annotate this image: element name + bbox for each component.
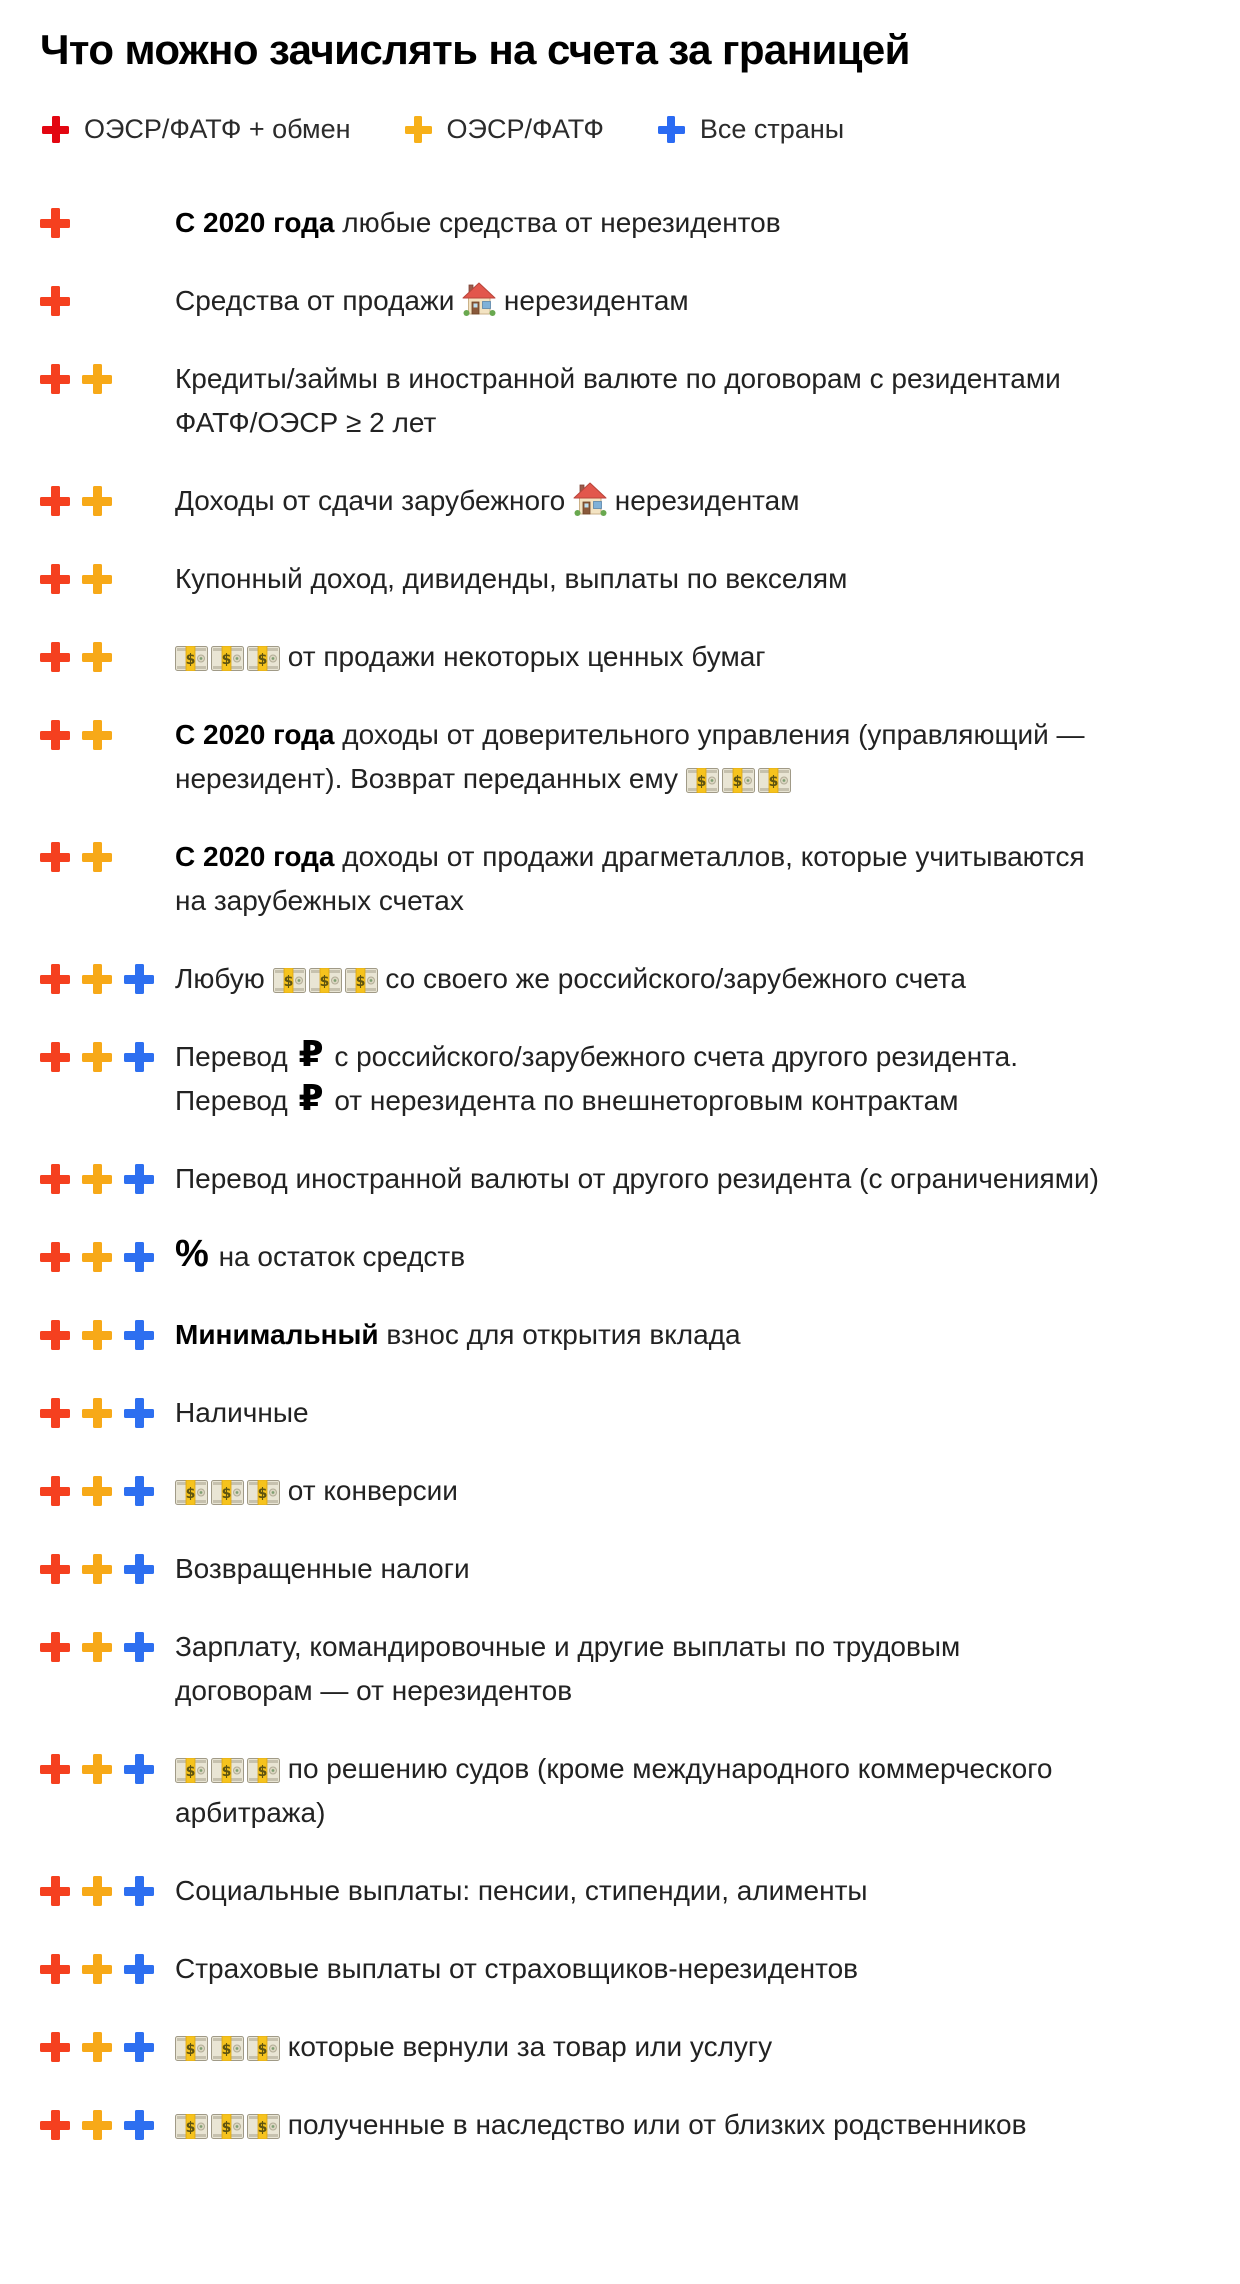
item-marks (40, 1947, 175, 1984)
svg-text:$: $ (257, 652, 268, 668)
item-text-segment: Наличные (175, 1397, 309, 1428)
plus-icon-red (40, 2032, 70, 2062)
svg-text:$: $ (185, 1764, 196, 1780)
plus-icon-blue (124, 1242, 154, 1272)
item-marks (40, 835, 175, 872)
plus-icon-red (40, 1320, 70, 1350)
item-text-segment: Перевод (175, 1041, 296, 1072)
page-title: Что можно зачислять на счета за границей (40, 26, 910, 73)
items-list (40, 201, 1200, 2147)
plus-icon-red (40, 642, 70, 672)
item-marks (40, 557, 175, 594)
plus-icon-yellow (82, 1754, 112, 1784)
plus-icon-blue (124, 1398, 154, 1428)
list-item (40, 1625, 1200, 1713)
svg-text:$: $ (185, 1486, 196, 1502)
plus-icon-red (40, 1164, 70, 1194)
plus-icon-red (40, 2110, 70, 2140)
plus-icon-blue (124, 1320, 154, 1350)
item-text-segment: Средства от продажи (175, 285, 463, 316)
item-text-segment: которые вернули за товар или услугу (280, 2031, 773, 2062)
svg-text:$: $ (221, 1486, 232, 1502)
list-item (40, 835, 1200, 923)
plus-icon-red (40, 364, 70, 394)
item-text-segment: нерезидентам (496, 285, 689, 316)
item-marks (40, 479, 175, 516)
item-text (175, 1313, 741, 1357)
list-item (40, 635, 1200, 679)
svg-text:$: $ (257, 2120, 268, 2136)
plus-icon-blue (658, 116, 685, 143)
plus-icon-yellow (82, 1042, 112, 1072)
plus-icon-blue (124, 2032, 154, 2062)
item-text (175, 557, 847, 601)
item-text-segment: Купонный доход, дивиденды, выплаты по векселям (175, 563, 848, 594)
item-text (175, 957, 966, 1001)
item-text-emphasis: ₽ (298, 1077, 324, 1118)
plus-icon-yellow (405, 116, 432, 143)
plus-icon-yellow (82, 364, 112, 394)
plus-icon-blue (124, 1876, 154, 1906)
plus-icon-red (40, 720, 70, 750)
legend-label: ОЭСР/ФАТФ (446, 114, 604, 144)
svg-text:$: $ (221, 1764, 232, 1780)
item-text-emphasis: ₽ (298, 1033, 324, 1074)
plus-icon-red (40, 964, 70, 994)
plus-icon-red (40, 208, 70, 238)
plus-icon-red (40, 1042, 70, 1072)
item-text (175, 2025, 772, 2069)
plus-icon-red (40, 564, 70, 594)
item-text-segment: Любую (175, 963, 273, 994)
house-emoji (573, 482, 607, 516)
plus-icon-blue (124, 1476, 154, 1506)
item-marks (40, 1391, 175, 1428)
svg-text:$: $ (732, 774, 743, 790)
plus-icon-red (40, 1476, 70, 1506)
item-text-segment: полученные в наследство или от близких родственников (280, 2109, 1027, 2140)
item-marks (40, 635, 175, 672)
item-marks (40, 713, 175, 750)
plus-icon-yellow (82, 1242, 112, 1272)
plus-icon-yellow (82, 720, 112, 750)
item-text-segment: нерезидентам (606, 485, 800, 516)
money-banknotes-emoji (686, 768, 791, 793)
item-text-segment: от нерезидента по внешнеторговым контрактам (326, 1085, 959, 1116)
item-text (175, 635, 765, 679)
item-text (175, 1869, 868, 1913)
item-text (175, 1157, 1099, 1201)
item-marks (40, 1869, 175, 1906)
plus-icon-yellow (82, 1632, 112, 1662)
plus-icon-red (40, 1632, 70, 1662)
svg-text:$: $ (283, 974, 293, 990)
money-banknotes-emoji (175, 2114, 280, 2139)
list-item (40, 713, 1200, 801)
money-banknotes-emoji (175, 646, 280, 671)
list-item (40, 357, 1200, 445)
item-text-segment: Перевод иностранной валюты от другого резидента (с ограничениями) (175, 1163, 1099, 1194)
item-text-segment: ФАТФ/ОЭСР ≥ 2 лет (175, 407, 437, 438)
item-text (175, 279, 689, 323)
legend-item (405, 114, 604, 145)
item-text (175, 1547, 470, 1591)
list-item (40, 1235, 1200, 1279)
item-text-segment: от продажи некоторых ценных бумаг (280, 641, 766, 672)
item-marks (40, 201, 175, 238)
list-item (40, 557, 1200, 601)
item-text-emphasis: С 2020 года (175, 207, 335, 238)
svg-text:$: $ (221, 652, 232, 668)
item-marks (40, 1235, 175, 1272)
list-item (40, 1869, 1200, 1913)
list-item (40, 201, 1200, 245)
list-item (40, 279, 1200, 323)
svg-text:$: $ (355, 974, 365, 990)
item-text (175, 1747, 1052, 1835)
list-item (40, 1547, 1200, 1591)
plus-icon-yellow (82, 2032, 112, 2062)
item-text-segment: договорам — от нерезидентов (175, 1675, 573, 1706)
svg-text:$: $ (257, 1764, 268, 1780)
item-marks (40, 957, 175, 994)
item-text-segment: доходы от продажи драгметаллов, которые учитываются (334, 841, 1085, 872)
item-marks (40, 1747, 175, 1784)
svg-text:$: $ (185, 2120, 196, 2136)
item-text (175, 835, 1085, 923)
plus-icon-yellow (82, 1476, 112, 1506)
item-text-emphasis: % (175, 1233, 209, 1275)
list-item (40, 957, 1200, 1001)
plus-icon-blue (124, 1632, 154, 1662)
legend-label: ОЭСР/ФАТФ + обмен (84, 114, 351, 144)
money-banknotes-emoji (175, 2036, 280, 2061)
item-text-segment: на остаток средств (210, 1241, 466, 1272)
item-text (175, 1391, 309, 1435)
list-item (40, 1469, 1200, 1513)
item-text-segment: со своего же российского/зарубежного счета (377, 963, 966, 994)
item-text (175, 1947, 858, 1991)
item-text-segment: любые средства от нерезидентов (334, 207, 781, 238)
item-text (175, 2103, 1026, 2147)
item-marks (40, 357, 175, 394)
svg-text:$: $ (696, 774, 707, 790)
item-text-segment: от конверсии (280, 1475, 458, 1506)
money-banknotes-emoji (175, 1480, 280, 1505)
item-text (175, 479, 800, 523)
plus-icon-yellow (82, 642, 112, 672)
item-text-emphasis: С 2020 года (175, 841, 335, 872)
svg-text:$: $ (768, 774, 779, 790)
svg-text:$: $ (221, 2042, 232, 2058)
plus-icon-blue (124, 1042, 154, 1072)
item-text-segment: доходы от доверительного управления (управляющий — (334, 719, 1085, 750)
item-text (175, 1469, 458, 1513)
plus-icon-blue (124, 1754, 154, 1784)
list-item (40, 1157, 1200, 1201)
plus-icon-red (40, 1242, 70, 1272)
plus-icon-yellow (82, 564, 112, 594)
house-emoji (462, 282, 496, 316)
plus-icon-red (40, 1554, 70, 1584)
plus-icon-yellow (82, 1320, 112, 1350)
item-text (175, 1235, 465, 1279)
plus-icon-yellow (82, 1876, 112, 1906)
list-item (40, 2103, 1200, 2147)
item-text-segment: нерезидент). Возврат переданных ему (175, 763, 686, 794)
item-text-segment: Перевод (175, 1085, 296, 1116)
plus-icon-red (40, 1398, 70, 1428)
svg-text:$: $ (319, 974, 329, 990)
item-marks (40, 1157, 175, 1194)
item-marks (40, 279, 175, 316)
item-marks (40, 1625, 175, 1662)
plus-icon-yellow (82, 486, 112, 516)
item-text (175, 357, 1061, 445)
item-text-segment: Социальные выплаты: пенсии, стипендии, алименты (175, 1875, 868, 1906)
plus-icon-blue (124, 1554, 154, 1584)
list-item (40, 1747, 1200, 1835)
plus-icon-red (42, 116, 69, 143)
plus-icon-yellow (82, 2110, 112, 2140)
item-text-emphasis: С 2020 года (175, 719, 335, 750)
plus-icon-yellow (82, 1164, 112, 1194)
plus-icon-red (40, 1754, 70, 1784)
item-marks (40, 2025, 175, 2062)
plus-icon-red (40, 842, 70, 872)
svg-text:$: $ (185, 652, 196, 668)
plus-icon-blue (124, 1164, 154, 1194)
money-banknotes-emoji (175, 1758, 280, 1783)
list-item (40, 1035, 1200, 1123)
item-marks (40, 1547, 175, 1584)
list-item (40, 1391, 1200, 1435)
item-text-emphasis: Минимальный (175, 1319, 379, 1350)
item-text-segment: арбитража) (175, 1797, 326, 1828)
item-text (175, 1035, 1018, 1123)
plus-icon-yellow (82, 1954, 112, 1984)
list-item (40, 479, 1200, 523)
plus-icon-red (40, 1954, 70, 1984)
item-text (175, 201, 781, 245)
item-text (175, 1625, 960, 1713)
legend-item (42, 114, 351, 145)
plus-icon-yellow (82, 964, 112, 994)
item-marks (40, 1035, 175, 1072)
plus-icon-yellow (82, 1554, 112, 1584)
item-text-segment: Доходы от сдачи зарубежного (175, 485, 573, 516)
item-text-segment: на зарубежных счетах (175, 885, 464, 916)
item-text-segment: по решению судов (кроме международного коммерческого (280, 1753, 1053, 1784)
plus-icon-yellow (82, 842, 112, 872)
item-text-segment: Кредиты/займы в иностранной валюте по договорам с резидентами (175, 363, 1061, 394)
item-text-segment: взнос для открытия вклада (378, 1319, 741, 1350)
legend (42, 114, 1200, 145)
svg-text:$: $ (257, 2042, 268, 2058)
item-marks (40, 2103, 175, 2140)
plus-icon-blue (124, 2110, 154, 2140)
item-marks (40, 1469, 175, 1506)
item-text (175, 713, 1085, 801)
legend-label: Все страны (699, 114, 845, 144)
item-text-segment: Возвращенные налоги (175, 1553, 470, 1584)
svg-text:$: $ (257, 1486, 268, 1502)
item-marks (40, 1313, 175, 1350)
item-text-segment: Страховые выплаты от страховщиков-нерезидентов (175, 1953, 859, 1984)
plus-icon-red (40, 286, 70, 316)
plus-icon-red (40, 486, 70, 516)
plus-icon-blue (124, 1954, 154, 1984)
plus-icon-red (40, 1876, 70, 1906)
legend-item (658, 114, 844, 145)
plus-icon-yellow (82, 1398, 112, 1428)
svg-text:$: $ (185, 2042, 196, 2058)
item-text-segment: Зарплату, командировочные и другие выплаты по трудовым (175, 1631, 961, 1662)
list-item (40, 1947, 1200, 1991)
list-item (40, 1313, 1200, 1357)
item-text-segment: с российского/зарубежного счета другого резидента. (326, 1041, 1019, 1072)
list-item (40, 2025, 1200, 2069)
money-banknotes-emoji (273, 968, 378, 993)
plus-icon-blue (124, 964, 154, 994)
svg-text:$: $ (221, 2120, 232, 2136)
